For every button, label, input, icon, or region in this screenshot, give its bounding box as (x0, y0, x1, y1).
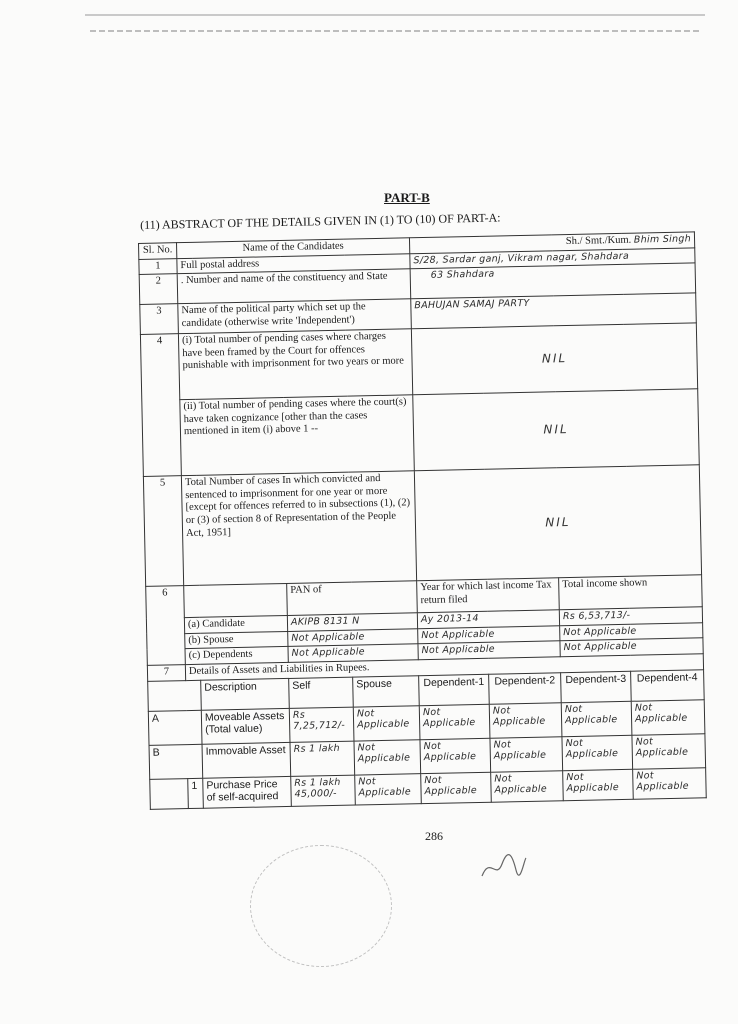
asset-dependent-3: Not Applicable (562, 735, 633, 770)
row-label: (i) Total number of pending cases where charges have been framed by the Court for offences punishable with imprisonment for two years or more (178, 329, 412, 400)
candidate-name: Bhim Singh (633, 233, 692, 246)
table-row (142, 389, 699, 477)
asset-subcode: 1 (188, 778, 204, 808)
postal-address-value: S/28, Sardar ganj, Vikram nagar, Shahdara (410, 247, 695, 269)
spouse-income: Not Applicable (560, 623, 703, 642)
table-row (140, 323, 697, 401)
income-header: Total income shown (559, 575, 703, 610)
asset-dependent-4: Not Applicable (633, 767, 707, 799)
party-value: BAHUJAN SAMAJ PARTY (411, 293, 697, 329)
asset-code (150, 778, 189, 809)
blank-cell (184, 584, 288, 618)
row-label: Total Number of cases In which convicted and sentenced to imprisonment for one year or more [except for offences referred to in subsections (1), (2) or (3) of section 8 of Representation of the People Act, 1951] (181, 471, 416, 586)
row-number: 2 (139, 274, 178, 305)
dependents-year: Not Applicable (418, 641, 560, 660)
asset-description: Purchase Price of self-acquired (203, 776, 292, 808)
row-number: 5 (143, 476, 183, 587)
asset-dependent-2: Not Applicable (491, 770, 564, 802)
asset-dependent-1: Not Applicable (419, 704, 490, 739)
column-header: Description (201, 678, 290, 710)
column-header: Dependent-2 (489, 672, 562, 704)
income-row-label: (b) Spouse (185, 631, 288, 649)
asset-dependent-4: Not Applicable (632, 733, 706, 769)
constituency-value: 63 Shahdara (410, 263, 696, 299)
abstract-heading: (11) ABSTRACT OF THE DETAILS GIVEN IN (1) TO (10) OF PART-A: (140, 210, 501, 232)
asset-code: A (148, 710, 202, 745)
row-label: Name of the political party which set up the candidate (otherwise write 'Independent') (178, 299, 412, 334)
candidate-income: Rs 6,53,713/- (559, 607, 702, 626)
column-header: Dependent-1 (419, 674, 490, 705)
column-header: Dependent-3 (561, 671, 632, 702)
abstract-table (138, 231, 707, 809)
convicted-cases-value: NIL (414, 465, 701, 581)
row-number: 4 (140, 334, 181, 477)
row-number: 3 (140, 304, 179, 335)
row-label: Full postal address (177, 253, 410, 273)
page-title: PART-B (384, 190, 430, 205)
candidate-name-header: Name of the Candidates (177, 238, 410, 258)
candidate-year: Ay 2013-14 (417, 610, 559, 629)
asset-spouse: Not Applicable (354, 739, 421, 774)
row-number: 7 (147, 665, 185, 681)
asset-dependent-1: Not Applicable (421, 772, 492, 803)
spouse-pan: Not Applicable (288, 629, 418, 647)
pending-cases-value: NIL (411, 323, 697, 395)
asset-dependent-2: Not Applicable (490, 736, 563, 772)
asset-self: Rs 1 lakh (290, 741, 355, 776)
blank-cell (148, 680, 202, 711)
year-header: Year for which last income Tax return filed (417, 578, 560, 613)
abstract-form (138, 231, 706, 809)
row-label: . Number and name of the constituency and State (177, 269, 411, 304)
row-number: 6 (146, 586, 186, 666)
pan-header: PAN of (287, 581, 418, 616)
dependents-income: Not Applicable (560, 638, 703, 657)
scan-artifact-dashes (90, 30, 700, 32)
asset-dependent-1: Not Applicable (420, 738, 491, 773)
income-row-label: (a) Candidate (184, 616, 287, 634)
page-number: 286 (425, 829, 443, 843)
table-row (143, 465, 701, 587)
cognizance-cases-value: NIL (413, 389, 700, 471)
asset-description: Immovable Asset (202, 742, 291, 778)
column-header: Self (289, 677, 354, 708)
asset-dependent-3: Not Applicable (563, 769, 634, 800)
dependents-pan: Not Applicable (288, 644, 418, 662)
asset-spouse: Not Applicable (353, 705, 420, 740)
sl-no-header: Sl. No. (139, 243, 177, 259)
asset-dependent-3: Not Applicable (561, 701, 632, 736)
spouse-year: Not Applicable (418, 626, 560, 645)
income-row-label: (c) Dependents (185, 647, 288, 665)
signature-mark (478, 850, 528, 882)
asset-self: Rs 7,25,712/- (289, 707, 354, 742)
seal-stamp (250, 845, 392, 967)
name-prefix: Sh./ Smt./Kum. (565, 234, 632, 248)
candidate-pan: AKIPB 8131 N (287, 613, 417, 631)
column-header: Dependent-4 (631, 669, 705, 701)
asset-code: B (149, 744, 203, 779)
row-number: 1 (139, 258, 177, 274)
asset-dependent-4: Not Applicable (631, 699, 705, 735)
asset-description: Moveable Assets (Total value) (201, 708, 290, 744)
row-label: (ii) Total number of pending cases where the court(s) have taken cognizance [other than the cases mentioned in item (i) above 1 -- (180, 395, 415, 476)
asset-spouse: Not Applicable (355, 773, 422, 804)
asset-self: Rs 1 lakh 45,000/- (291, 775, 356, 806)
scan-artifact-line (85, 14, 705, 16)
column-header: Spouse (353, 675, 420, 706)
assets-heading: Details of Assets and Liabilities in Rupees. (185, 654, 703, 680)
asset-dependent-2: Not Applicable (489, 702, 562, 738)
